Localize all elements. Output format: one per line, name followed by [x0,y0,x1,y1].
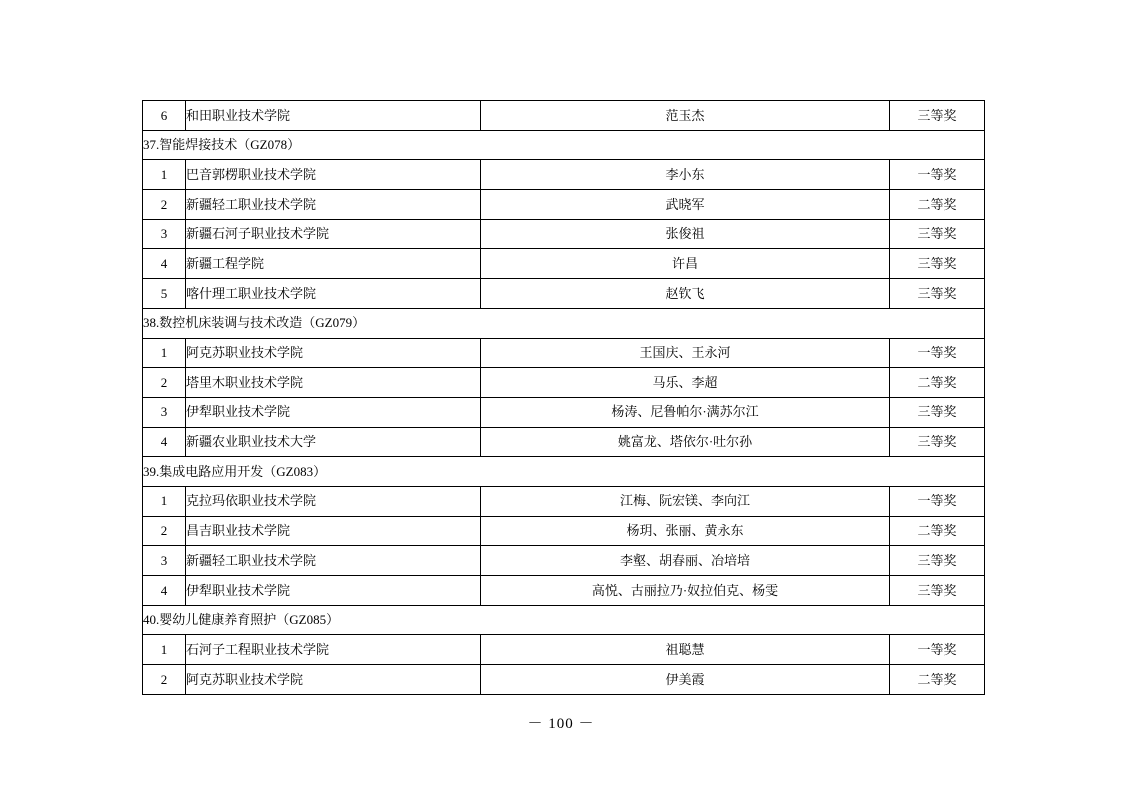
row-award: 二等奖 [890,516,985,546]
table-row [143,101,985,131]
group-title: 38.数控机床装调与技术改造（GZ079） [143,308,985,338]
table-group-row [143,308,985,338]
row-name: 马乐、李超 [481,368,890,398]
row-name: 李壑、胡春丽、冶培培 [481,546,890,576]
table-group-row [143,457,985,487]
row-index: 5 [143,279,186,309]
group-title: 37.智能焊接技术（GZ078） [143,130,985,160]
row-index: 1 [143,486,186,516]
row-award: 二等奖 [890,368,985,398]
table-row [143,160,985,190]
table-row [143,219,985,249]
row-name: 范玉杰 [481,101,890,131]
table-row [143,279,985,309]
row-school: 塔里木职业技术学院 [186,368,481,398]
row-index: 2 [143,665,186,695]
row-name: 姚富龙、塔依尔·吐尔孙 [481,427,890,457]
row-name: 高悦、古丽拉乃·奴拉伯克、杨雯 [481,576,890,606]
award-results-table [142,100,985,695]
row-school: 阿克苏职业技术学院 [186,665,481,695]
row-school: 石河子工程职业技术学院 [186,635,481,665]
row-award: 三等奖 [890,397,985,427]
row-index: 3 [143,546,186,576]
row-index: 3 [143,219,186,249]
row-index: 4 [143,576,186,606]
row-name: 祖聪慧 [481,635,890,665]
row-school: 新疆工程学院 [186,249,481,279]
row-name: 武晓军 [481,190,890,220]
row-name: 江梅、阮宏镁、李向江 [481,486,890,516]
row-award: 二等奖 [890,665,985,695]
row-index: 1 [143,160,186,190]
row-name: 杨玥、张丽、黄永东 [481,516,890,546]
row-index: 6 [143,101,186,131]
row-name: 李小东 [481,160,890,190]
row-award: 一等奖 [890,635,985,665]
table-row [143,249,985,279]
row-award: 三等奖 [890,576,985,606]
table-row [143,665,985,695]
row-award: 三等奖 [890,219,985,249]
table-row [143,516,985,546]
row-award: 三等奖 [890,427,985,457]
group-title: 40.婴幼儿健康养育照护（GZ085） [143,605,985,635]
page-number: － 100 － [527,716,595,732]
table-row [143,486,985,516]
row-index: 2 [143,190,186,220]
row-award: 三等奖 [890,101,985,131]
group-title: 39.集成电路应用开发（GZ083） [143,457,985,487]
row-index: 3 [143,397,186,427]
row-school: 克拉玛依职业技术学院 [186,486,481,516]
row-school: 新疆轻工职业技术学院 [186,190,481,220]
row-school: 和田职业技术学院 [186,101,481,131]
row-school: 新疆农业职业技术大学 [186,427,481,457]
table-row [143,546,985,576]
row-award: 二等奖 [890,190,985,220]
row-index: 1 [143,635,186,665]
table-group-row [143,130,985,160]
row-award: 三等奖 [890,279,985,309]
row-school: 新疆轻工职业技术学院 [186,546,481,576]
table-row [143,635,985,665]
row-name: 伊美霞 [481,665,890,695]
row-index: 4 [143,427,186,457]
row-name: 张俊祖 [481,219,890,249]
row-name: 王国庆、王永河 [481,338,890,368]
table-body [143,101,985,695]
row-award: 一等奖 [890,160,985,190]
row-school: 巴音郭楞职业技术学院 [186,160,481,190]
row-index: 2 [143,516,186,546]
table-row [143,576,985,606]
row-school: 伊犁职业技术学院 [186,576,481,606]
row-school: 昌吉职业技术学院 [186,516,481,546]
row-name: 杨涛、尼鲁帕尔·满苏尔江 [481,397,890,427]
row-school: 新疆石河子职业技术学院 [186,219,481,249]
row-index: 1 [143,338,186,368]
table-row [143,427,985,457]
row-index: 4 [143,249,186,279]
row-name: 许昌 [481,249,890,279]
table-row [143,368,985,398]
table-row [143,190,985,220]
row-index: 2 [143,368,186,398]
row-award: 三等奖 [890,546,985,576]
table-group-row [143,605,985,635]
row-name: 赵钦飞 [481,279,890,309]
row-school: 喀什理工职业技术学院 [186,279,481,309]
row-school: 阿克苏职业技术学院 [186,338,481,368]
row-award: 三等奖 [890,249,985,279]
table-row [143,397,985,427]
row-award: 一等奖 [890,486,985,516]
table-row [143,338,985,368]
row-award: 一等奖 [890,338,985,368]
row-school: 伊犁职业技术学院 [186,397,481,427]
